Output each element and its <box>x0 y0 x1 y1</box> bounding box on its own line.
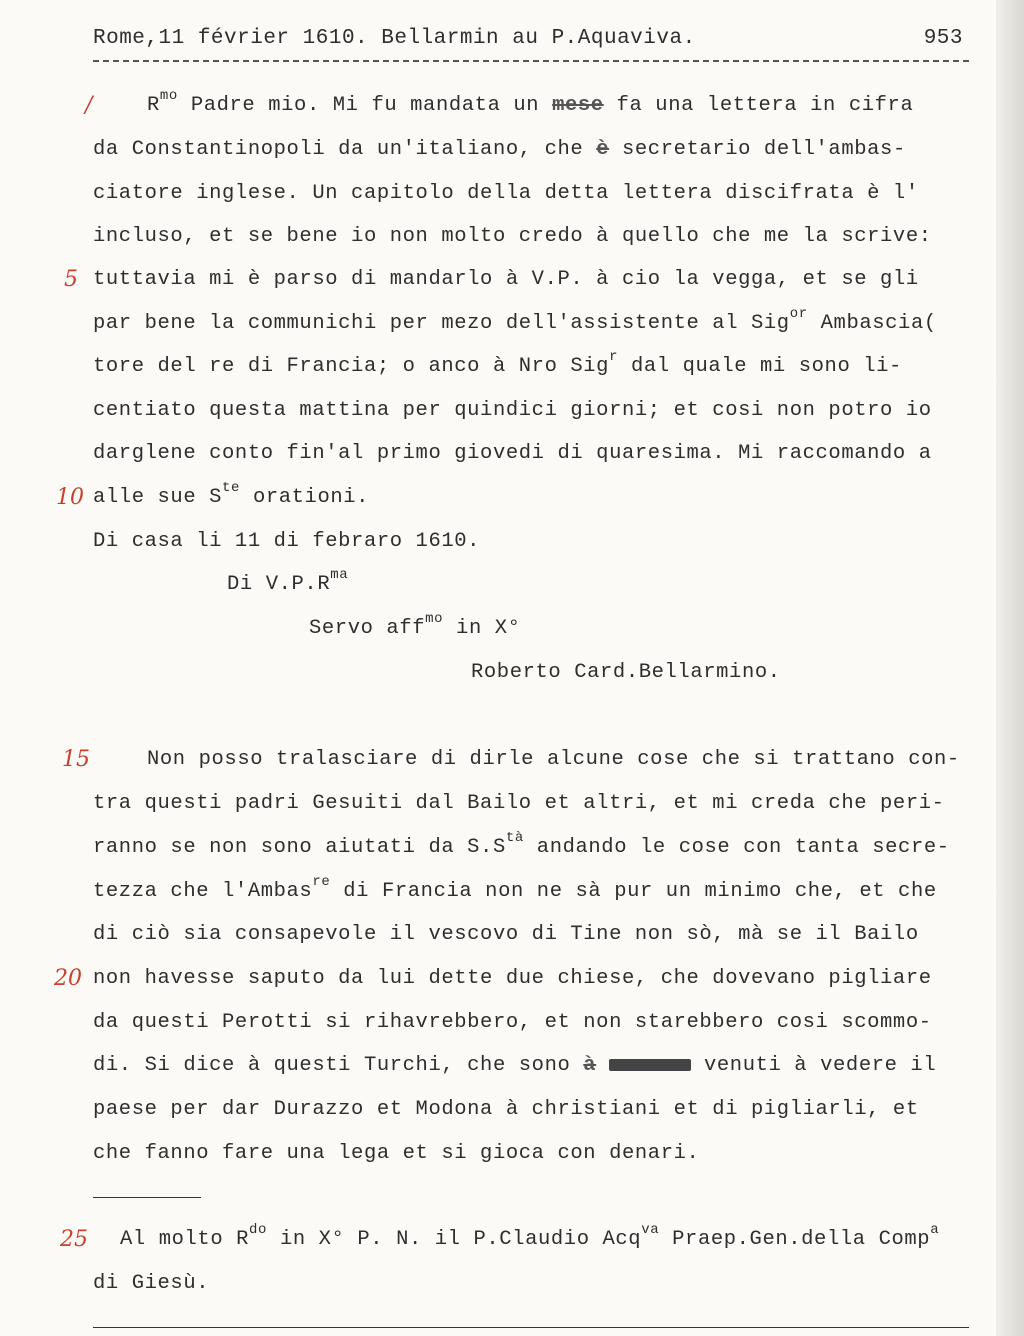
address-line-2: di Giesù. <box>93 1272 210 1295</box>
letter2-line-3: ranno se non sono aiutati da $S.S^{tà}$ andando le cose con tanta secre- <box>93 830 950 859</box>
letter2-line-7: da questi Perotti si rihavrebbero, et non starebbero cosi scommo- <box>93 1011 932 1034</box>
letter2-line-2: tra questi padri Gesuiti dal Bailo et altri, et mi creda che peri- <box>93 792 945 815</box>
letter2-line-8: di. Si dice à questi Turchi, che sono à venuti à vedere il <box>93 1054 937 1077</box>
letter1-line-3: ciatore inglese. Un capitolo della detta lettera discifrata è l' <box>93 182 919 205</box>
letter1-date: Di casa li 11 di febraro 1610. <box>93 530 481 553</box>
margin-number-25: 25 <box>60 1227 88 1252</box>
letter1-line-6: par bene la communichi per mezo dell'assistente al Sig$^{or}$ Ambascia( <box>93 306 937 335</box>
letter1-closing-2: Servo aff$^{mo}$ in X° <box>309 611 521 640</box>
letter2-line-4: tezza che l'Ambas$^{re}$ di Francia non ne sà pur un minimo che, et che <box>93 874 937 903</box>
page-header <box>93 27 963 50</box>
struck-out-word <box>609 1059 691 1071</box>
letter2-line-9: paese per dar Durazzo et Modona à christiani et di pigliarli, et <box>93 1098 919 1121</box>
letter1-signature: Roberto Card.Bellarmino. <box>471 661 781 684</box>
letter1-line-8: centiato questa mattina per quindici giorni; et cosi non potro io <box>93 399 932 422</box>
bottom-rule <box>93 1327 969 1328</box>
letter1-line-4: incluso, et se bene io non molto credo à quello che me la scrive: <box>93 225 932 248</box>
header-rule <box>93 60 969 62</box>
letter1-line-1: $R^{mo}$ Padre mio. Mi fu mandata un mese fa una lettera in cifra <box>147 88 914 117</box>
margin-number-10: 10 <box>56 485 84 510</box>
page-edge <box>996 0 1024 1336</box>
header-title: Rome,11 février 1610. Bellarmin au P.Aquaviva. <box>93 27 696 50</box>
letter2-line-10: che fanno fare una lega et si gioca con denari. <box>93 1142 700 1165</box>
letter2-line-6: non havesse saputo da lui dette due chiese, che dovevano pigliare <box>93 967 932 990</box>
letter2-line-5: di ciò sia consapevole il vescovo di Tine non sò, mà se il Bailo <box>93 923 919 946</box>
letter1-line-9: darglene conto fin'al primo giovedi di quaresima. Mi raccomando a <box>93 442 932 465</box>
short-rule <box>93 1197 201 1198</box>
letter1-line-10: alle sue $S^{te}$ orationi. <box>93 480 370 509</box>
letter1-closing-1: Di $V.P.R^{ma}$ <box>227 567 349 596</box>
letter2-line-1: Non posso tralasciare di dirle alcune cose che si trattano con- <box>147 748 960 771</box>
margin-number-15: 15 <box>62 747 90 772</box>
margin-number-20: 20 <box>54 966 82 991</box>
margin-number-5: 5 <box>64 267 78 292</box>
address-line-1: Al molto $R^{do}$ in X° P. N. il P.Claudio Acq$^{va}$ Praep.Gen.della Comp$^a$ <box>120 1222 940 1251</box>
page-number: 953 <box>923 27 963 50</box>
margin-number-1: / <box>85 93 93 118</box>
letter1-line-2: da Constantinopoli da un'italiano, che è secretario dell'ambas- <box>93 138 906 161</box>
letter1-line-7: tore del re di Francia; o anco à Nro Sig$^r$ dal quale mi sono li- <box>93 349 902 378</box>
letter1-line-5: tuttavia mi è parso di mandarlo à V.P. à cio la vegga, et se gli <box>93 268 919 291</box>
